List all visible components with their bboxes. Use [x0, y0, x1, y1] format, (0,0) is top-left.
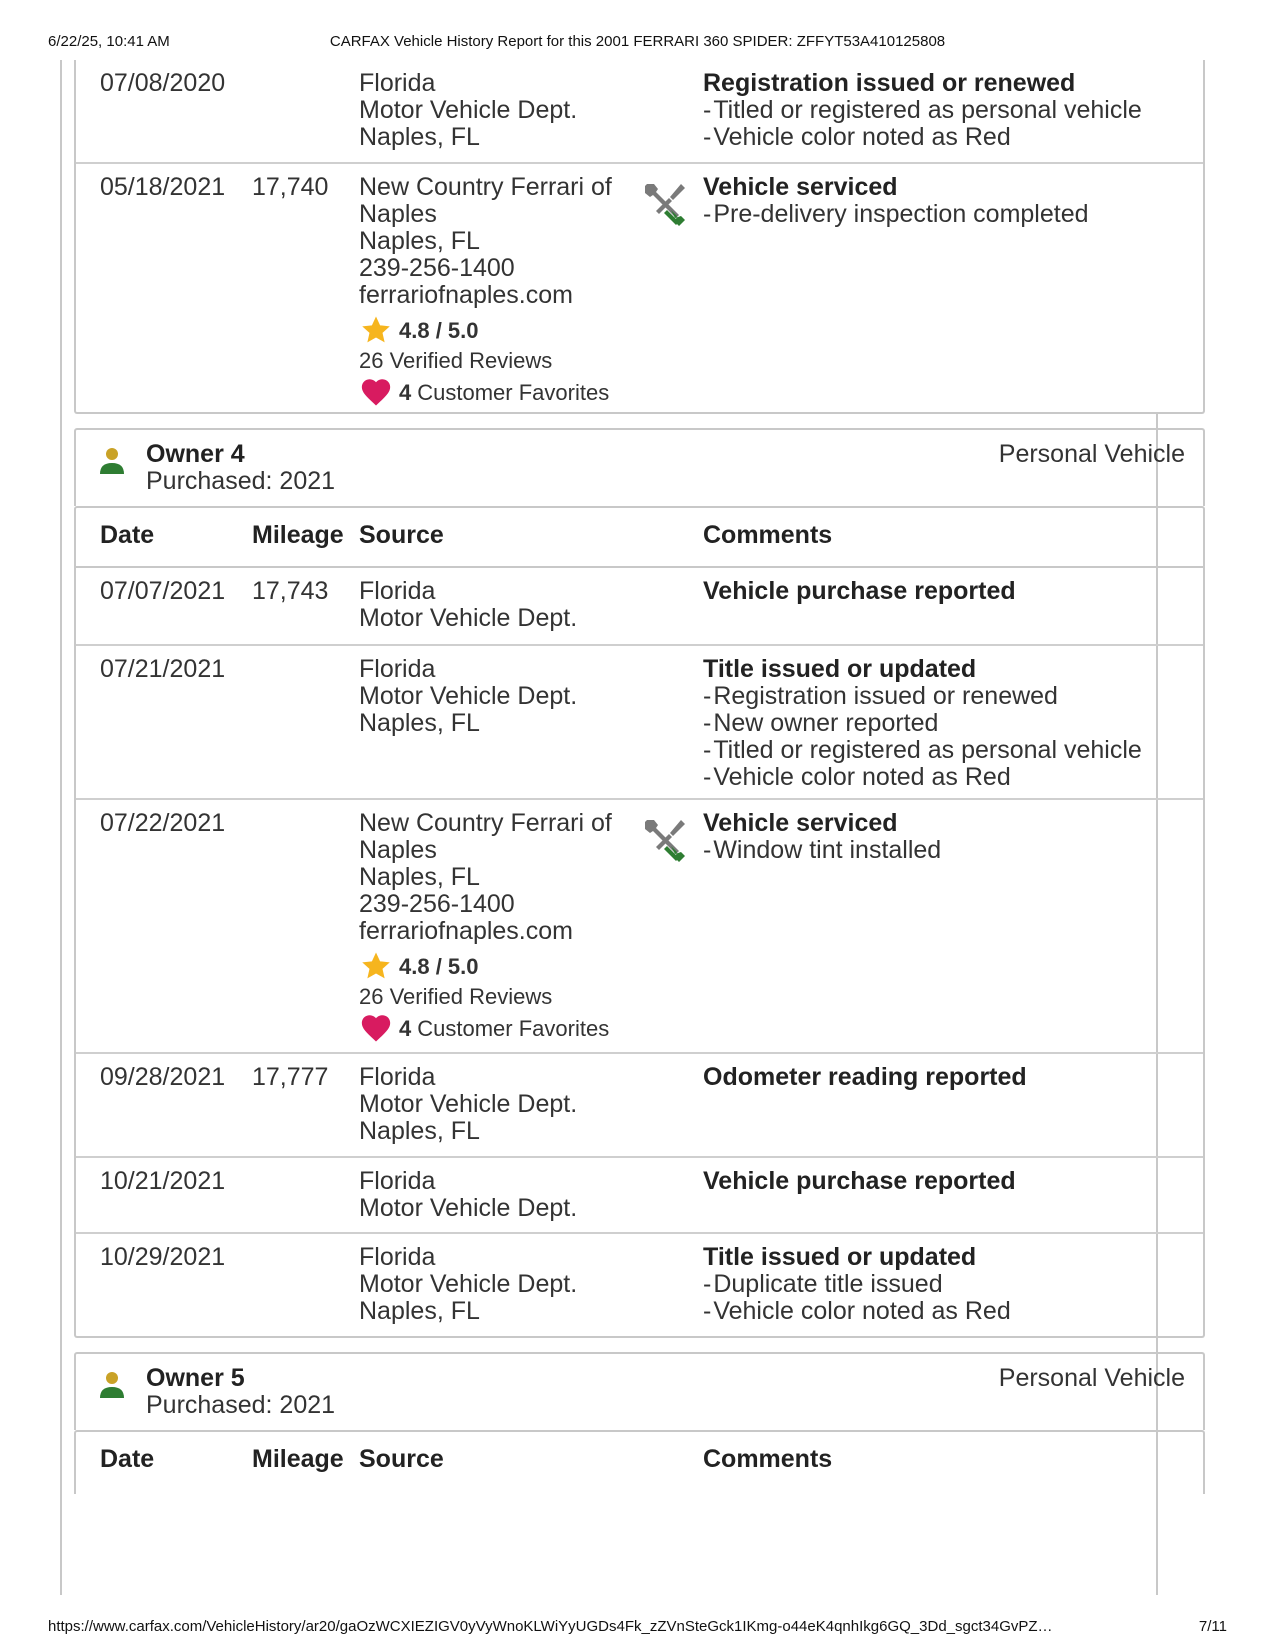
record-comments	[703, 656, 1198, 791]
dealer-phone-link[interactable]: 239-256-1400	[359, 890, 515, 918]
report-content	[74, 60, 1205, 1494]
history-row	[76, 798, 1203, 1052]
record-source: New Country Ferrari of Naples Naples, FL 239-256-1400 ferrariofnaples.com 4.8 / 5.0 26 Verified Reviews 4 Customer Favorites	[359, 810, 639, 1045]
record-source: Florida Motor Vehicle Dept.	[359, 1167, 578, 1222]
page-edge-left	[60, 60, 62, 1595]
owner-4-summary	[74, 428, 1205, 506]
owner-icon	[98, 446, 126, 476]
dealer-reviews-link[interactable]: 26 Verified Reviews	[359, 348, 553, 373]
dealer-favorites: 4 Customer Favorites	[359, 1011, 639, 1045]
col-date: Date	[100, 521, 155, 549]
owner-vehicle-type: Personal Vehicle	[998, 1364, 1185, 1392]
heart-icon	[359, 1011, 393, 1045]
col-source: Source	[359, 521, 444, 549]
record-comments	[703, 1244, 1198, 1325]
record-comments	[703, 578, 1198, 605]
col-source: Source	[359, 1445, 444, 1473]
record-date: 09/28/2021	[100, 1063, 226, 1091]
comment-item: - Vehicle color noted as Red	[703, 124, 1198, 151]
history-row	[76, 568, 1203, 644]
owner-purchased: Purchased: 2021	[146, 467, 336, 495]
dealer-website-link[interactable]: ferrariofnaples.com	[359, 281, 573, 309]
record-comments	[703, 70, 1198, 151]
print-header	[48, 33, 1227, 53]
history-table-header	[74, 506, 1205, 568]
record-comments	[703, 1064, 1198, 1091]
print-url: https://www.carfax.com/VehicleHistory/ar20/gaOzWCXIEZIGV0yVyWnoKLWiYyUGDs4Fk_zZVnSteGck1IKmg-o44eK4qnhIkg6GQ_3Dd_sgct34GvPZ…	[48, 1618, 1053, 1635]
record-source: Florida Motor Vehicle Dept. Naples, FL	[359, 1243, 578, 1325]
record-comments	[703, 810, 1198, 864]
comment-headline: Vehicle serviced	[703, 173, 898, 201]
dealer-phone-link[interactable]: 239-256-1400	[359, 254, 515, 282]
comment-item: - Window tint installed	[703, 837, 1198, 864]
owner-purchased: Purchased: 2021	[146, 1391, 336, 1419]
history-row	[76, 1156, 1203, 1232]
col-date: Date	[100, 1445, 155, 1473]
comment-headline: Odometer reading reported	[703, 1063, 1027, 1091]
record-mileage: 17,777	[252, 1063, 329, 1091]
comment-item: - Vehicle color noted as Red	[703, 1298, 1198, 1325]
record-source: Florida Motor Vehicle Dept. Naples, FL	[359, 69, 578, 151]
dealer-rating: 4.8 / 5.0	[359, 949, 639, 983]
record-comments	[703, 1168, 1198, 1195]
star-icon	[359, 949, 393, 983]
comment-item: - Vehicle color noted as Red	[703, 764, 1198, 791]
page-number: 7/11	[1198, 1618, 1227, 1635]
record-source: New Country Ferrari of Naples Naples, FL 239-256-1400 ferrariofnaples.com 4.8 / 5.0 26 Verified Reviews 4 Customer Favorites	[359, 174, 639, 409]
comment-headline: Title issued or updated	[703, 655, 977, 683]
dealer-reviews-link[interactable]: 26 Verified Reviews	[359, 984, 553, 1009]
comment-item: - New owner reported	[703, 710, 1198, 737]
dealer-rating: 4.8 / 5.0	[359, 313, 639, 347]
record-mileage: 17,740	[252, 173, 329, 201]
owner-4-records	[74, 568, 1205, 1338]
comment-headline: Vehicle serviced	[703, 809, 898, 837]
record-source: Florida Motor Vehicle Dept.	[359, 577, 578, 632]
comment-headline: Vehicle purchase reported	[703, 1167, 1016, 1195]
comment-headline: Title issued or updated	[703, 1243, 977, 1271]
print-title: CARFAX Vehicle History Report for this 2001 FERRARI 360 SPIDER: ZFFYT53A410125808	[329, 33, 946, 50]
col-comments: Comments	[703, 521, 833, 549]
col-mileage: Mileage	[252, 1445, 344, 1473]
history-row	[76, 60, 1203, 162]
record-mileage: 17,743	[252, 577, 329, 605]
history-row	[76, 1232, 1203, 1336]
record-source: Florida Motor Vehicle Dept. Naples, FL	[359, 655, 578, 737]
comment-item: - Pre-delivery inspection completed	[703, 201, 1198, 228]
print-footer	[48, 1618, 1227, 1638]
comment-item: - Titled or registered as personal vehicle	[703, 737, 1198, 764]
comment-item: - Titled or registered as personal vehicle	[703, 97, 1198, 124]
wrench-screwdriver-icon	[639, 178, 689, 228]
comment-headline: Registration issued or renewed	[703, 69, 1076, 97]
record-date: 10/21/2021	[100, 1167, 226, 1195]
owner-name: Owner 4	[146, 440, 245, 468]
owner-name: Owner 5	[146, 1364, 245, 1392]
dealer-favorites: 4 Customer Favorites	[359, 375, 639, 409]
record-date: 07/22/2021	[100, 809, 226, 837]
record-date: 07/08/2020	[100, 69, 226, 97]
comment-item: - Duplicate title issued	[703, 1271, 1198, 1298]
record-date: 07/21/2021	[100, 655, 226, 683]
heart-icon	[359, 375, 393, 409]
history-row	[76, 162, 1203, 412]
wrench-screwdriver-icon	[639, 814, 689, 864]
print-datetime: 6/22/25, 10:41 AM	[48, 33, 170, 50]
star-icon	[359, 313, 393, 347]
owner-5-summary	[74, 1352, 1205, 1430]
owner-icon	[98, 1370, 126, 1400]
owner-vehicle-type: Personal Vehicle	[998, 440, 1185, 468]
history-table-header	[74, 1430, 1205, 1494]
comment-item: - Registration issued or renewed	[703, 683, 1198, 710]
record-date: 10/29/2021	[100, 1243, 226, 1271]
dealer-website-link[interactable]: ferrariofnaples.com	[359, 917, 573, 945]
record-date: 05/18/2021	[100, 173, 226, 201]
record-date: 07/07/2021	[100, 577, 226, 605]
history-row	[76, 644, 1203, 798]
col-mileage: Mileage	[252, 521, 344, 549]
record-source: Florida Motor Vehicle Dept. Naples, FL	[359, 1063, 578, 1145]
prev-owner-records	[74, 60, 1205, 414]
comment-headline: Vehicle purchase reported	[703, 577, 1016, 605]
record-comments	[703, 174, 1198, 228]
col-comments: Comments	[703, 1445, 833, 1473]
history-row	[76, 1052, 1203, 1156]
